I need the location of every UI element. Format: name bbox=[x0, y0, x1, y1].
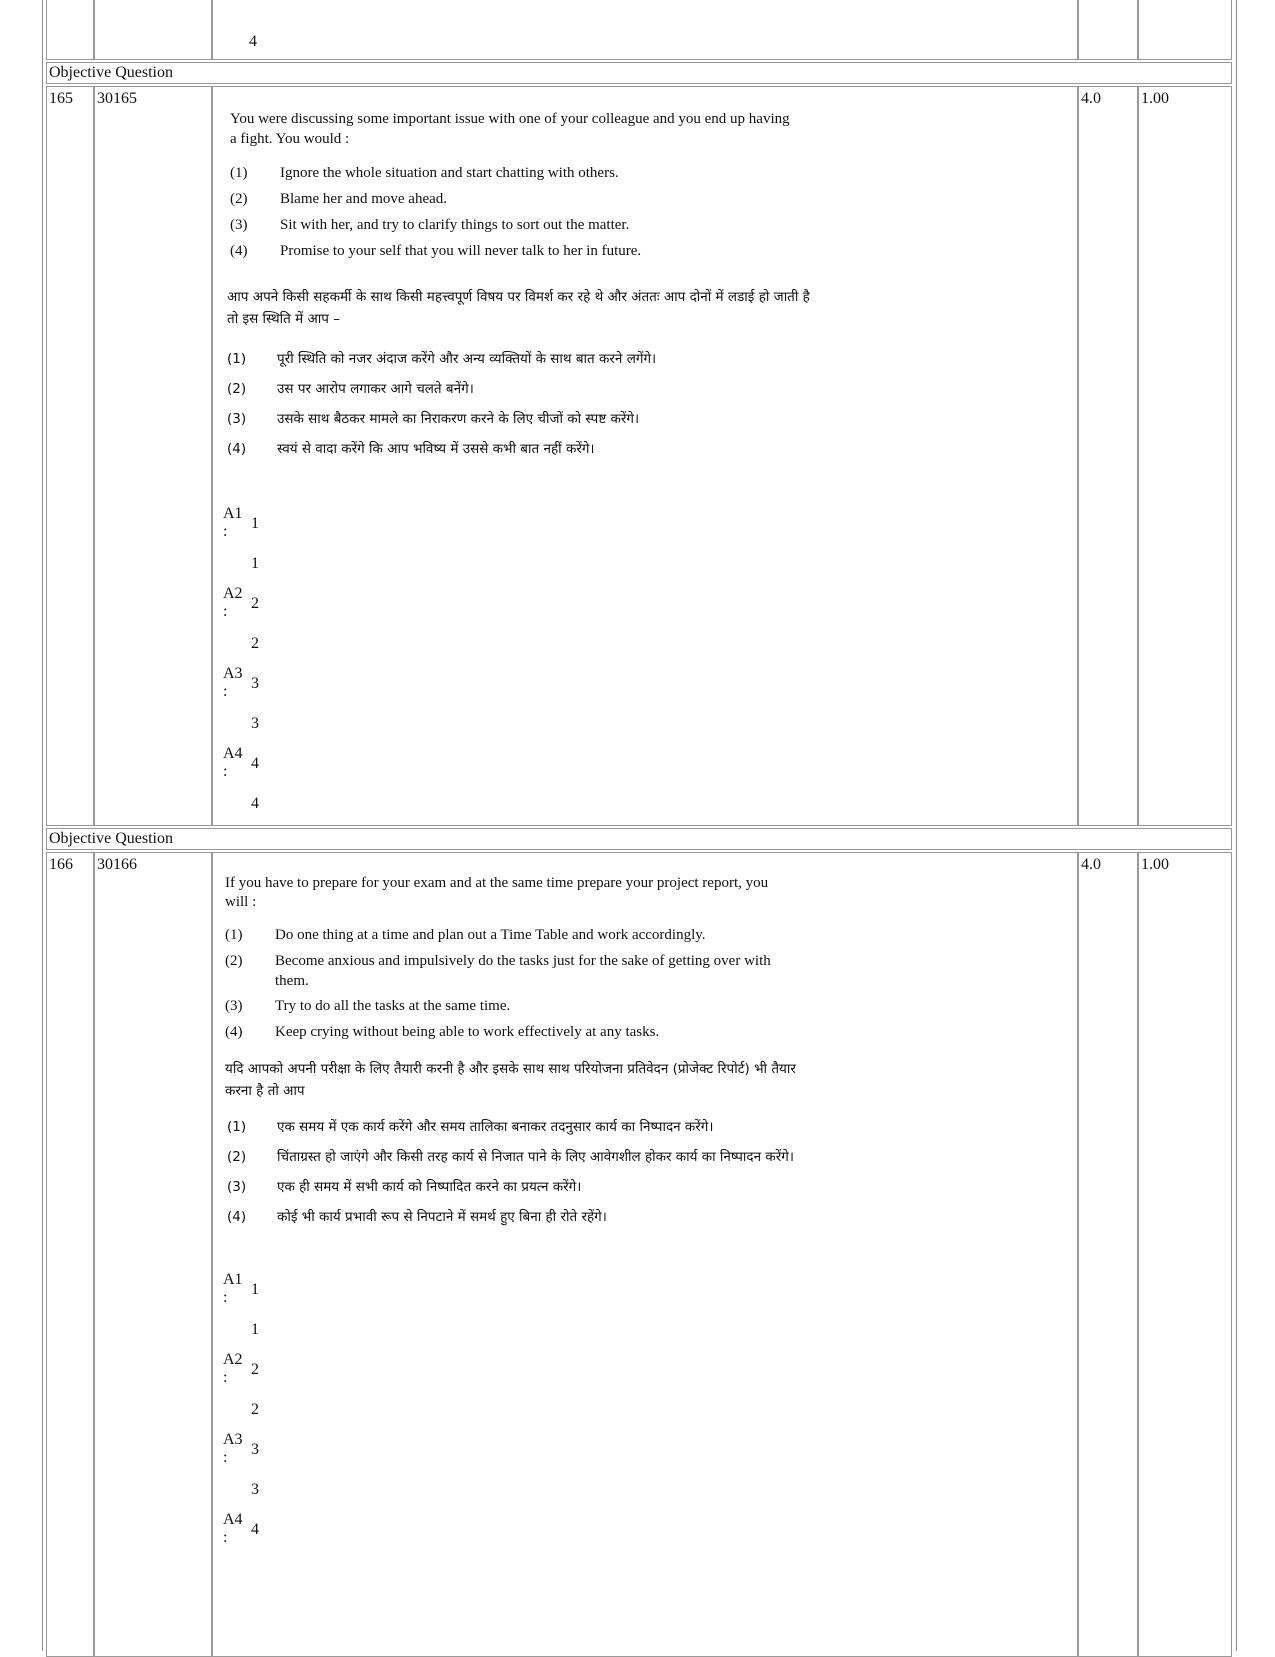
answer-option-1: A1 : 1 1 bbox=[223, 1271, 259, 1338]
marks-value: 4.0 bbox=[1081, 856, 1101, 873]
question-stem-en-line1: If you have to prepare for your exam and at the same time prepare your project report, you bbox=[225, 875, 769, 891]
question-stem-hi-line2: करना है तो आप bbox=[225, 1083, 305, 1099]
marks-cell bbox=[1078, 852, 1138, 1657]
marks-value: 4.0 bbox=[1081, 90, 1101, 107]
question-body-cell bbox=[212, 852, 1078, 1657]
option-hi-2: (2) चिंताग्रस्त हो जाएंगे और किसी तरह कार्य से निजात पाने के लिए आवेगशील होकर कार्य का निष्पादन करेंगे। bbox=[227, 1149, 794, 1165]
option-hi-4: (4) कोई भी कार्य प्रभावी रूप से निपटाने में समर्थ हुए बिना ही रोते रहेंगे। bbox=[227, 1209, 607, 1225]
negative-marks-value: 1.00 bbox=[1141, 856, 1169, 873]
question-stem-en-line1: You were discussing some important issue with one of your colleague and you end up having bbox=[230, 111, 790, 127]
question-number: 166 bbox=[49, 856, 73, 873]
question-stem-en-line2: a fight. You would : bbox=[230, 131, 350, 147]
answer-option-3: A3 : 3 3 bbox=[223, 1431, 259, 1498]
prev-row-num-cell bbox=[46, 0, 94, 60]
answer-option-3: A3 : 3 3 bbox=[223, 665, 259, 732]
prev-row-neg-cell bbox=[1138, 0, 1232, 60]
negative-marks-cell bbox=[1138, 852, 1232, 1657]
option-hi-1: (1) एक समय में एक कार्य करेंगे और समय तालिका बनाकर तदनुसार कार्य का निष्पादन करेंगे। bbox=[227, 1119, 714, 1135]
option-hi-2: (2) उस पर आरोप लगाकर आगे चलते बनेंगे। bbox=[227, 381, 474, 397]
page-border-left bbox=[42, 0, 43, 1651]
option-en-3: (3) Try to do all the tasks at the same time. bbox=[225, 998, 511, 1014]
option-en-4: (4) Promise to your self that you will never talk to her in future. bbox=[230, 243, 642, 259]
prev-row-question-cell bbox=[212, 0, 1078, 60]
negative-marks-value: 1.00 bbox=[1141, 90, 1169, 107]
question-type-header: Objective Question bbox=[46, 62, 1232, 84]
option-en-4: (4) Keep crying without being able to work effectively at any tasks. bbox=[225, 1024, 660, 1040]
question-number: 165 bbox=[49, 90, 73, 107]
option-en-2: (2) Blame her and move ahead. bbox=[230, 191, 448, 207]
question-id-cell bbox=[94, 86, 212, 826]
answer-option-4: A4 : 4 4 bbox=[223, 745, 259, 812]
question-stem-hi-line1: यदि आपको अपनी परीक्षा के लिए तैयारी करनी है और इसके साथ साथ परियोजना प्रतिवेदन (प्रोजेक्ट रिपोर्ट) भी तैयार bbox=[225, 1061, 796, 1077]
option-hi-3: (3) एक ही समय में सभी कार्य को निष्पादित करने का प्रयत्न करेंगे। bbox=[227, 1179, 582, 1195]
prev-answer-value: 4 bbox=[249, 33, 257, 50]
option-hi-3: (3) उसके साथ बैठकर मामले का निराकरण करने के लिए चीजों को स्पष्ट करेंगे। bbox=[227, 411, 640, 427]
question-body-cell bbox=[212, 86, 1078, 826]
question-number-cell bbox=[46, 86, 94, 826]
question-type-header: Objective Question bbox=[46, 828, 1232, 850]
option-en-1: (1) Ignore the whole situation and start chatting with others. bbox=[230, 165, 619, 181]
answer-option-1: A1 : 1 1 bbox=[223, 505, 259, 572]
prev-row-marks-cell bbox=[1078, 0, 1138, 60]
prev-row-id-cell bbox=[94, 0, 212, 60]
option-hi-1: (1) पूरी स्थिति को नजर अंदाज करेंगे और अन्य व्यक्तियों के साथ बात करने लगेंगे। bbox=[227, 351, 657, 367]
question-id-cell bbox=[94, 852, 212, 1657]
question-number-cell bbox=[46, 852, 94, 1657]
answer-option-2: A2 : 2 2 bbox=[223, 1351, 259, 1418]
question-stem-en-line2: will : bbox=[225, 894, 257, 910]
question-id: 30166 bbox=[97, 856, 137, 873]
option-en-3: (3) Sit with her, and try to clarify things to sort out the matter. bbox=[230, 217, 630, 233]
option-en-2-cont: them. bbox=[275, 973, 309, 989]
question-id: 30165 bbox=[97, 90, 137, 107]
negative-marks-cell bbox=[1138, 86, 1232, 826]
option-en-1: (1) Do one thing at a time and plan out a Time Table and work accordingly. bbox=[225, 927, 706, 943]
answer-option-4: A4 : 4 bbox=[223, 1511, 259, 1546]
page-border-right bbox=[1236, 0, 1237, 1651]
question-stem-hi-line2: तो इस स्थिति में आप – bbox=[227, 311, 340, 327]
marks-cell bbox=[1078, 86, 1138, 826]
answer-option-2: A2 : 2 2 bbox=[223, 585, 259, 652]
question-stem-hi-line1: आप अपने किसी सहकर्मी के साथ किसी महत्त्वपूर्ण विषय पर विमर्श कर रहे थे और अंततः आप दोनों में लडाई हो जाती है bbox=[227, 289, 810, 305]
option-hi-4: (4) स्वयं से वादा करेंगे कि आप भविष्य में उससे कभी बात नहीं करेंगे। bbox=[227, 441, 595, 457]
option-en-2: (2) Become anxious and impulsively do the tasks just for the sake of getting over with bbox=[225, 953, 771, 969]
